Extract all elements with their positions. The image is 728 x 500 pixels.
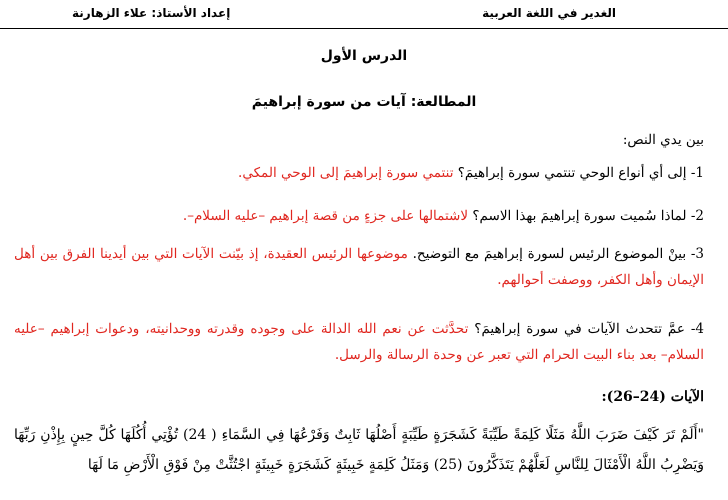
quran-verses: "أَلَمْ تَرَ كَيْفَ ضَرَبَ اللَّهُ مَثَلًا كَلِمَةً طَيِّبَةً كَشَجَرَةٍ طَيِّبَةٍ أَصْلُهَا ثَابِتٌ وَفَرْعُهَا فِي السَّمَاءِ ( 24) تُؤْتِي أُكُلَهَا كُلَّ حِينٍ بِإِذْنِ رَبِّهَا وَيَضْرِبُ اللَّهُ الْأَمْثَالَ لِلنَّاسِ لَعَلَّهُمْ يَتَذَكَّرُونَ (25) وَمَثَلُ كَلِمَةٍ خَبِيثَةٍ كَشَجَرَةٍ خَبِيثَةٍ اجْتُثَّتْ مِنْ فَوْقِ الْأَرْضِ مَا لَهَا	[14, 427, 704, 473]
answer-text: موضوعها الرئيس العقيدة، إذ بيّنت الآيات التي بين أيدينا الفرق بين أهل الإيمان وأهل الكفر، ووصفت أحوالهم.	[14, 246, 704, 288]
question-text: 1- إلى أي أنواع الوحي تنتمي سورة إبراهيمَ؟	[457, 165, 704, 181]
author-credit: إعداد الأستاذ: علاء الزهارنة	[72, 6, 231, 20]
intro-heading: بين يدي النص:	[622, 132, 704, 148]
verses-title: الآيات (24–26):	[601, 389, 704, 405]
question-text: 2- لماذا سُميت سورة إبراهيمَ بهذا الاسم؟	[472, 208, 704, 224]
answer-text: تنتمي سورة إبراهيمَ إلى الوحي المكي.	[238, 165, 454, 181]
subject-title: الغدير في اللغة العربية	[482, 6, 616, 20]
lesson-title: الدرس الأول	[320, 48, 408, 64]
question-text: 4- عمَّ تتحدث الآيات في سورة إبراهيمَ؟	[474, 321, 704, 337]
question-text: 3- بينْ الموضوع الرئيس لسورة إبراهيمَ مع التوضيح.	[412, 246, 704, 262]
page-header	[0, 0, 728, 29]
question-2	[14, 203, 704, 229]
question-1	[14, 160, 704, 186]
question-3	[14, 241, 704, 293]
question-4	[14, 316, 704, 368]
reading-title: المطالعة: آيات من سورة إبراهيمَ	[251, 94, 477, 110]
answer-text: تحدَّثت عن نعم الله الدالة على وجوده وقدرته ووحدانيته، ودعوات إبراهيم –عليه السلام– بعد بناء البيت الحرام التي تعبر عن وحدة الرسالة والرسل.	[14, 321, 704, 363]
answer-text: لاشتمالها على جزءٍ من قصة إبراهيم –عليه السلام–.	[182, 208, 469, 224]
